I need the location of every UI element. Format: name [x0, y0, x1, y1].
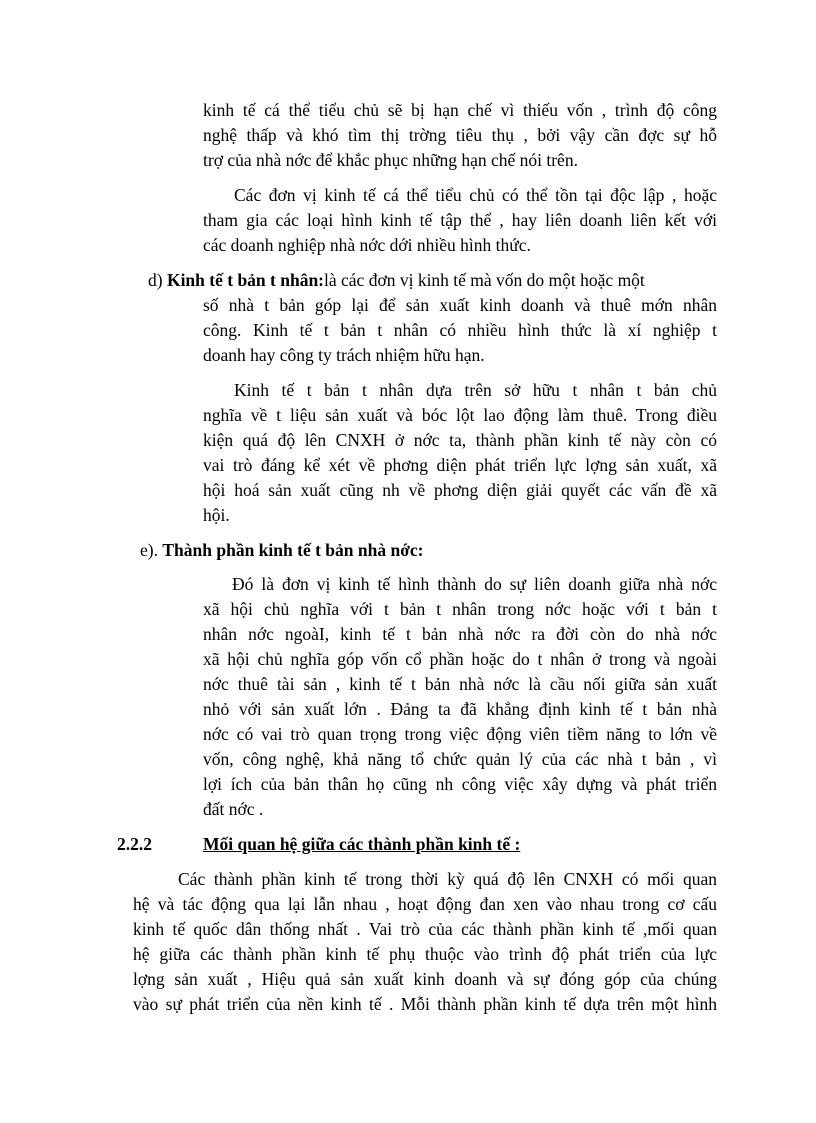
text-line: công. Kinh tế t bản t nhân có nhiều hình thức là xí nghiệp t: [203, 320, 717, 340]
text-line: kiện quá độ lên CNXH ở nớc ta, thành phần kinh tế này còn có: [203, 430, 717, 450]
text-line: trợ của nhà nớc để khắc phục những hạn chế nói trên.: [203, 150, 578, 170]
text-line: nhân nớc ngoàI, kinh tế t bản nhà nớc ra đời còn do nhà nớc: [203, 624, 717, 644]
text-line: hội hoá sản xuất cũng nh về phơng diện giải quyết các vấn đề xã: [203, 480, 717, 500]
text-line: lợng sản xuất , Hiệu quả sản xuất kinh doanh và sự đóng góp của chúng: [133, 969, 717, 989]
text-line: kinh tế cá thể tiểu chủ sẽ bị hạn chế vì thiếu vốn , trình độ công: [203, 100, 717, 120]
text-line: đất nớc .: [203, 799, 264, 819]
text-line: Các thành phần kinh tế trong thời kỳ quá độ lên CNXH có mối quan: [178, 869, 717, 889]
section-number: 2.2.2: [117, 834, 152, 854]
text-line: doanh hay công ty trách nhiệm hữu hạn.: [203, 345, 485, 365]
section-d-intro: là các đơn vị kinh tế mà vốn do một hoặc một: [324, 270, 645, 290]
section-d-marker: d): [148, 270, 163, 290]
text-line: các doanh nghiệp nhà nớc dới nhiều hình thức.: [203, 235, 531, 255]
text-line: tham gia các loại hình kinh tế tập thể , hay liên doanh liên kết với: [203, 210, 717, 230]
text-line: lợi ích của bản thân họ cũng nh công việc xây dựng và phát triển: [203, 774, 717, 794]
text-line: vai trò đáng kể xét về phơng diện phát triển lực lợng sản xuất, xã: [203, 455, 717, 475]
text-line: kinh tế quốc dân thống nhất . Vai trò của các thành phần kinh tế ,mối quan: [133, 919, 717, 939]
text-line: hội.: [203, 505, 230, 525]
text-line: nớc có vai trò quan trọng trong việc động viên tiềm năng to lớn về: [203, 724, 717, 744]
text-line: vốn, công nghệ, khả năng tổ chức quản lý của các nhà t bản , vì: [203, 749, 717, 769]
text-line: Các đơn vị kinh tế cá thể tiểu chủ có thể tồn tại độc lập , hoặc: [234, 185, 717, 205]
text-line: xã hội chủ nghĩa góp vốn cổ phần hoặc do t nhân ở trong và ngoài: [203, 649, 717, 669]
text-line: xã hội chủ nghĩa với t bản t nhân trong nớc hoặc với t bản t: [203, 599, 717, 619]
text-line: hệ giữa các thành phần kinh tế phụ thuộc vào trình độ phát triển của lực: [133, 944, 717, 964]
text-line: vào sự phát triển của nền kinh tế . Mỗi thành phần kinh tế dựa trên một hình: [133, 994, 717, 1014]
text-line: nhỏ với sản xuất lớn . Đảng ta đã khẳng định kinh tế t bản nhà: [203, 699, 717, 719]
text-line: số nhà t bản góp lại để sản xuất kinh doanh và thuê mớn nhân: [203, 295, 717, 315]
text-line: hệ và tác động qua lại lẫn nhau , hoạt động đan xen vào nhau trong cơ cấu: [133, 894, 717, 914]
section-title: Mối quan hệ giữa các thành phần kinh tế :: [203, 834, 521, 854]
section-e-heading-line: [140, 540, 423, 560]
section-d-heading-line: [148, 270, 717, 290]
section-d-title: Kinh tế t bản t nhân:: [166, 270, 325, 290]
text-line: nghĩa về t liệu sản xuất và bóc lột lao động làm thuê. Trong điều: [203, 405, 717, 425]
section-e-marker: e).: [140, 540, 158, 560]
section-e-title: Thành phần kinh tế t bản nhà nớc:: [162, 540, 424, 560]
text-line: nớc thuê tài sản , kinh tế t bản nhà nớc là cầu nối giữa sản xuất: [203, 674, 717, 694]
text-line: nghệ thấp và khó tìm thị trờng tiêu thụ , bởi vậy cần đợc sự hỗ: [203, 125, 717, 145]
text-line: Đó là đơn vị kinh tế hình thành do sự liên doanh giữa nhà nớc: [232, 574, 717, 594]
text-line: Kinh tế t bản t nhân dựa trên sở hữu t nhân t bản chủ: [234, 380, 717, 400]
